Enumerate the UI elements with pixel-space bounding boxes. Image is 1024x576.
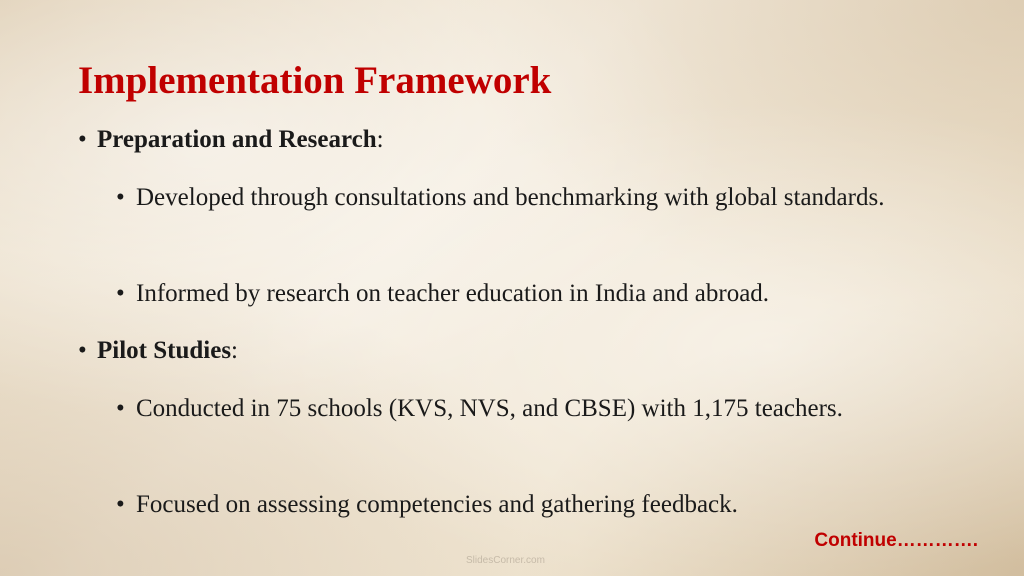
section-heading-pilot [78,332,238,370]
bullet-icon: • [116,184,125,211]
list-item-text: Focused on assessing competencies and gathering feedback. [136,491,738,518]
list-item [116,179,916,217]
bullet-icon: • [116,280,125,307]
list-item [116,275,916,313]
continue-link[interactable]: Continue…………. [814,530,978,551]
section-heading-colon: : [231,337,238,364]
watermark: SlidesCorner.com [466,555,545,566]
list-item-text: Informed by research on teacher education in India and abroad. [136,280,770,307]
slide-title: Implementation Framework [78,59,552,102]
bullet-icon: • [116,491,125,518]
bullet-icon: • [116,395,125,422]
list-item [116,390,916,428]
section-heading-label: Pilot Studies [97,337,232,364]
bullet-icon: • [78,337,87,364]
section-heading-colon: : [376,126,384,153]
list-item-text: Developed through consultations and benchmarking with global standards. [136,184,885,211]
list-item-text: Conducted in 75 schools (KVS, NVS, and CBSE) with 1,175 teachers. [136,395,843,422]
list-item [116,486,916,524]
bullet-icon: • [78,126,87,153]
section-heading-label: Preparation and Research [97,126,377,153]
section-heading-preparation [78,121,384,159]
